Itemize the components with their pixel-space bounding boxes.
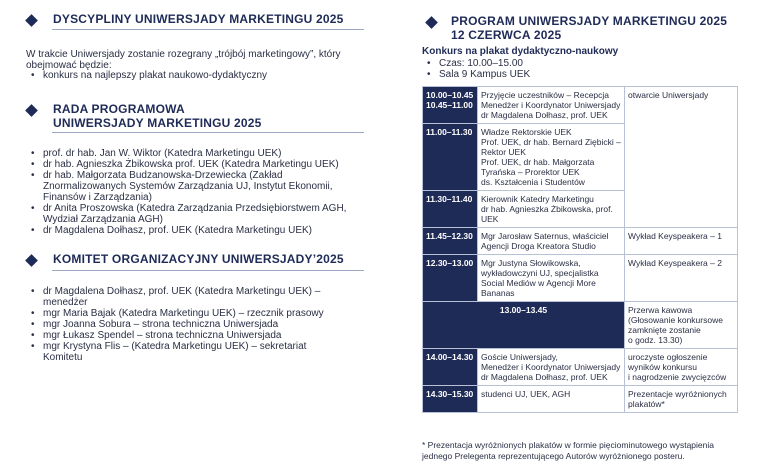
schedule-activity-cell: uroczyste ogłoszenie wyników konkursu i nagrodzenie zwycięzców	[625, 349, 738, 386]
list-item: • konkurs na najlepszy plakat naukowo-dydaktyczny	[26, 70, 366, 81]
disciplines-title: DYSCYPLINY UNIWERSJADY MARKETINGU 2025	[53, 12, 344, 26]
list-item: • dr hab. Agnieszka Żbikowska prof. UEK (Katedra Marketingu UEK)	[26, 159, 351, 170]
contest-heading: Konkurs na plakat dydaktyczno-naukowy	[422, 46, 619, 57]
schedule-time-cell: 13.00–13.45	[423, 302, 625, 349]
schedule-activity-cell: Wykład Keyspeakera – 1	[625, 228, 738, 255]
schedule-time-cell: 14.00–14.30	[423, 349, 478, 386]
council-divider	[52, 132, 364, 133]
program-title-line1: PROGRAM UNIWERSJADY MARKETINGU 2025	[451, 14, 728, 28]
schedule-activity-cell: Wykład Keyspeakera – 2	[625, 255, 738, 302]
diamond-bullet-icon	[425, 16, 438, 29]
list-item: • mgr Joanna Sobura – strona techniczna Uniwersjada	[26, 319, 336, 330]
program-schedule-table	[422, 86, 738, 413]
committee-title: KOMITET ORGANIZACYJNY UNIWERSJADY’2025	[53, 252, 344, 266]
schedule-activity-cell: Przerwa kawowa (Głosowanie konkursowe zamknięte zostanie o godz. 13.30)	[625, 302, 738, 349]
diamond-bullet-icon	[25, 104, 38, 117]
program-heading	[427, 14, 727, 42]
committee-members-list	[26, 286, 336, 363]
schedule-speaker-cell: Mgr Justyna Słowikowska, wykładowczyni UJ, specjalistka Social Mediów w Agencji More Bananas	[478, 255, 625, 302]
contest-time: • Czas: 10.00–15.00	[422, 58, 722, 69]
list-item: • dr Anita Proszowska (Katedra Zarządzania Przedsiębiorstwem AGH, Wydział Zarządzania AGH)	[26, 203, 351, 225]
schedule-speaker-cell: Władze Rektorskie UEK Prof. UEK, dr hab. Bernard Ziębicki – Rektor UEK Prof. UEK, dr hab. Małgorzata Tyrańska – Prorektor UEK ds. Kształcenia i Studentów	[478, 124, 625, 191]
schedule-speaker-cell: Goście Uniwersjady, Menedżer i Koordynator Uniwersjady dr Magdalena Dołhasz, prof. UEK	[478, 349, 625, 386]
list-item: • mgr Maria Bajak (Katedra Marketingu UEK) – rzecznik prasowy	[26, 308, 336, 319]
committee-divider	[52, 270, 364, 271]
schedule-speaker-cell: Przyjęcie uczestników – Recepcja Menedżer i Koordynator Uniwersjady dr Magdalena Dołhasz, prof. UEK	[478, 87, 625, 124]
schedule-time-cell: 10.00–10.45 10.45–11.00	[423, 87, 478, 124]
table-row	[423, 302, 738, 349]
disciplines-heading	[27, 12, 344, 26]
schedule-time-cell: 11.30–11.40	[423, 191, 478, 228]
schedule-activity-cell: Prezentacje wyróżnionych plakatów*	[625, 386, 738, 413]
list-item: • mgr Krystyna Flis – (Katedra Marketingu UEK) – sekretariat Komitetu	[26, 341, 336, 363]
council-members-list	[26, 148, 351, 236]
council-title-line2: UNIWERSJADY MARKETINGU 2025	[53, 116, 262, 130]
table-row	[423, 228, 738, 255]
disciplines-divider	[52, 29, 364, 30]
table-row	[423, 349, 738, 386]
schedule-time-cell: 11.00–11.30	[423, 124, 478, 191]
list-item: • dr hab. Małgorzata Budzanowska-Drzewiecka (Zakład Znormalizowanych Systemów Zarządzania UJ, Instytut Ekonomii, Finansów i Zarządzania)	[26, 170, 351, 203]
schedule-speaker-cell: studenci UJ, UEK, AGH	[478, 386, 625, 413]
council-heading	[27, 102, 262, 130]
contest-room: • Sala 9 Kampus UEK	[422, 69, 722, 80]
diamond-bullet-icon	[25, 254, 38, 267]
table-row	[423, 386, 738, 413]
list-item: • prof. dr hab. Jan W. Wiktor (Katedra Marketingu UEK)	[26, 148, 351, 159]
list-item: • dr Magdalena Dołhasz, prof. UEK (Katedra Marketingu UEK)	[26, 225, 351, 236]
contest-details	[422, 58, 722, 80]
committee-heading	[27, 252, 344, 266]
program-footnote: * Prezentacja wyróżnionych plakatów w formie pięciominutowego wystąpienia jednego Prelegenta reprezentującego Autorów wyróżnionego posteru.	[422, 440, 714, 461]
table-row	[423, 255, 738, 302]
schedule-activity-cell: otwarcie Uniwersjady	[625, 87, 738, 228]
list-item: • dr Magdalena Dołhasz, prof. UEK (Katedra Marketingu UEK) – menedżer	[26, 286, 336, 308]
list-item: • mgr Łukasz Spendel – strona techniczna Uniwersjada	[26, 330, 336, 341]
table-row	[423, 87, 738, 124]
council-title-line1: RADA PROGRAMOWA	[53, 102, 185, 116]
schedule-time-cell: 11.45–12.30	[423, 228, 478, 255]
schedule-time-cell: 14.30–15.30	[423, 386, 478, 413]
program-date: 12 CZERWCA 2025	[451, 28, 562, 42]
diamond-bullet-icon	[25, 14, 38, 27]
disciplines-intro: W trakcie Uniwersjady zostanie rozegrany „trójbój marketingowy”, który obejmować będzie:	[26, 49, 341, 71]
disciplines-list	[26, 70, 366, 81]
schedule-speaker-cell: Kierownik Katedry Marketingu dr hab. Agnieszka Żbikowska, prof. UEK	[478, 191, 625, 228]
schedule-time-cell: 12.30–13.00	[423, 255, 478, 302]
schedule-speaker-cell: Mgr Jarosław Saternus, właściciel Agencji Droga Kreatora Studio	[478, 228, 625, 255]
